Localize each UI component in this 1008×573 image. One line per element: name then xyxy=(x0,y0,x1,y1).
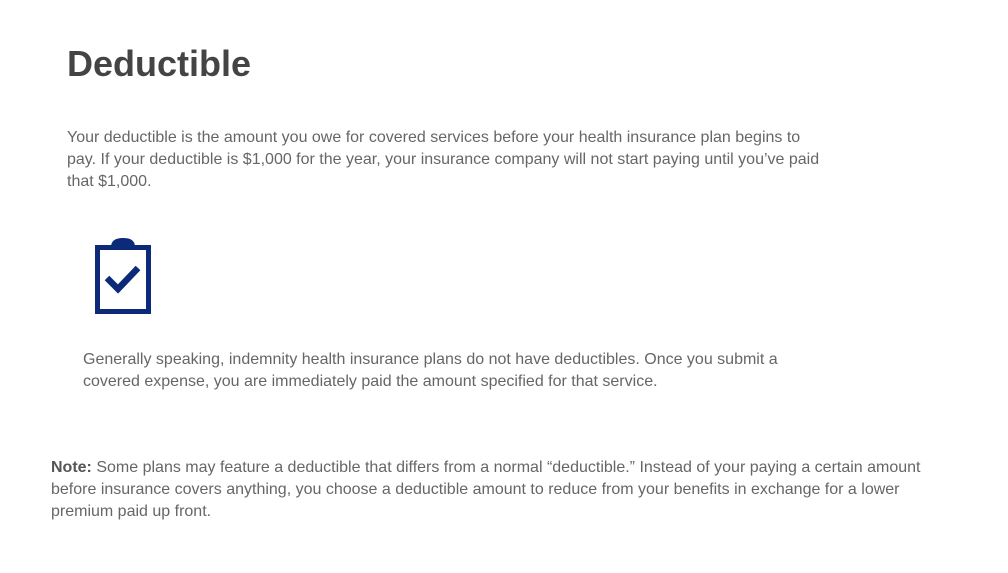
clipboard-check-icon xyxy=(94,237,152,315)
page-title: Deductible xyxy=(67,43,252,84)
note-label: Note: xyxy=(51,459,92,476)
indemnity-paragraph: Generally speaking, indemnity health insurance plans do not have deductibles. Once you submit a covered expense, you are immediately paid the amount specified for that service. xyxy=(83,351,778,390)
intro-paragraph: Your deductible is the amount you owe for covered services before your health insurance plan begins to pay. If your deductible is $1,000 for the year, your insurance company will not start paying until you’ve paid that $1,000. xyxy=(67,129,820,190)
note-body: Some plans may feature a deductible that differs from a normal “deductible.” Instead of your paying a certain amount before insurance covers anything, you choose a deductible amount to reduce from your benefits in exchange for a lower premium paid up front. xyxy=(51,459,921,520)
note-paragraph xyxy=(51,457,951,523)
